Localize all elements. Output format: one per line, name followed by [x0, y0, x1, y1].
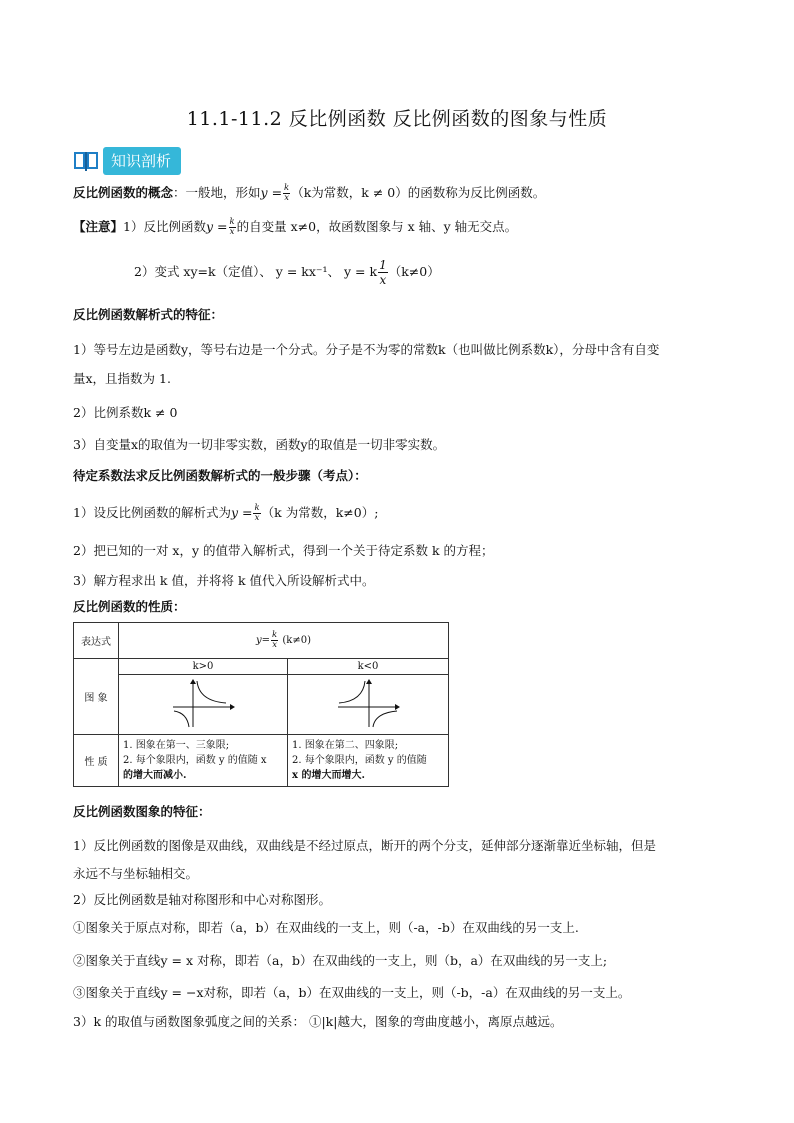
formula-fraction: $\frac{k}{x}$	[229, 217, 235, 237]
page-title: 11.1-11.2 反比例函数 反比例函数的图象与性质	[186, 108, 608, 130]
k-negative-label: k<0	[288, 659, 448, 675]
section-banner-label: 知识剖析	[103, 147, 181, 175]
expression-cell	[119, 623, 449, 659]
note-line2-end: （k≠0）	[388, 264, 440, 279]
graph-features-heading: 反比例函数图象的特征：	[73, 804, 211, 819]
property-neg-2a: 2. 每个象限内，函数 y 的值随	[292, 755, 427, 766]
property-neg-2b: x 的增大而增大.	[292, 770, 365, 781]
steps-item-1-text-b: （k 为常数，k≠0）;	[261, 505, 379, 520]
property-k-positive	[119, 735, 288, 787]
note-line2-text: 2）变式 xy=k（定值）、 y = kx⁻¹、 y = k	[134, 264, 378, 279]
formula-y: y =	[205, 219, 228, 234]
property-pos-2a: 2. 每个象限内，函数 y 的值随 x	[123, 755, 267, 766]
graph-features-c1: ①图象关于原点对称，即若（a，b）在双曲线的一支上，则（-a，-b）在双曲线的另一支上.	[73, 920, 579, 935]
formula-fraction: $\frac{k}{x}$	[272, 630, 278, 650]
formula-y: y =	[230, 505, 253, 520]
graph-features-c3: ③图象关于直线y = −x对称，即若（a，b）在双曲线的一支上，则（-b，-a）在双曲线的另一支上。	[73, 985, 631, 1000]
features-item-2: 2）比例系数k ≠ 0	[73, 405, 178, 420]
formula-fraction: $\frac{k}{x}$	[254, 503, 260, 523]
formula-fraction: $\frac{k}{x}$	[284, 183, 290, 203]
formula-y: y=	[256, 635, 271, 646]
note-line-2	[134, 258, 734, 287]
steps-heading: 待定系数法求反比例函数解析式的一般步骤（考点）：	[73, 468, 367, 483]
graph-cell-k-positive	[119, 659, 288, 735]
features-item-3: 3）自变量x的取值为一切非零实数，函数y的取值是一切非零实数。	[73, 437, 446, 452]
section-banner	[73, 147, 181, 175]
graph-features-p3: 3）k 的取值与函数图象弧度之间的关系： ①|k|越大，图象的弯曲度越小，离原点越远。	[73, 1014, 563, 1029]
note-line-1	[73, 217, 734, 237]
steps-item-2: 2）把已知的一对 x，y 的值带入解析式，得到一个关于待定系数 k 的方程；	[73, 543, 494, 558]
steps-item-1-text-a: 1）设反比例函数的解析式为	[73, 505, 231, 520]
row-label-expression: 表达式	[74, 623, 119, 659]
concept-lead: 反比例函数的概念	[73, 185, 174, 200]
properties-heading: 反比例函数的性质：	[73, 599, 186, 614]
concept-line	[73, 183, 734, 203]
formula-y: y =	[260, 185, 283, 200]
row-label-graph: 图 象	[74, 659, 119, 735]
features-heading: 反比例函数解析式的特征：	[73, 307, 224, 322]
concept-text-b: （k为常数，k ≠ 0）的函数称为反比例函数。	[291, 185, 546, 200]
note-label: 【注意】	[73, 219, 124, 234]
property-pos-2b: 的增大而减小.	[123, 770, 187, 781]
hyperbola-k-positive-graph	[168, 677, 238, 729]
property-pos-1: 1. 图象在第一、三象限;	[123, 740, 230, 751]
concept-text-a: ：一般地，形如	[173, 185, 261, 200]
expression-condition: (k≠0)	[282, 635, 311, 646]
note-text-b: 的自变量 x≠0，故函数图象与 x 轴、y 轴无交点。	[236, 219, 518, 234]
graph-features-p1b: 永远不与坐标轴相交。	[73, 866, 199, 881]
graph-features-p1a: 1）反比例函数的图像是双曲线，双曲线是不经过原点，断开的两个分支，延伸部分逐渐靠近坐标轴，但是	[73, 838, 656, 853]
graph-cell-k-negative	[288, 659, 449, 735]
properties-table	[73, 622, 449, 787]
features-item-1a: 1）等号左边是函数y，等号右边是一个分式。分子是不为零的常数k（也叫做比例系数k），分母中含有自变	[73, 342, 660, 357]
k-positive-label: k>0	[119, 659, 287, 675]
hyperbola-k-negative-graph	[333, 677, 403, 729]
formula-fraction: $\frac{1}{x}$	[379, 258, 387, 287]
steps-item-3: 3）解方程求出 k 值，并将将 k 值代入所设解析式中。	[73, 573, 375, 588]
graph-features-p2: 2）反比例函数是轴对称图形和中心对称图形。	[73, 892, 331, 907]
features-item-1b: 量x，且指数为 1.	[73, 371, 171, 386]
row-label-property: 性 质	[74, 735, 119, 787]
graph-features-c2: ②图象关于直线y = x 对称，即若（a，b）在双曲线的一支上，则（b，a）在双曲线的另一支上;	[73, 953, 608, 968]
property-neg-1: 1. 图象在第二、四象限;	[292, 740, 399, 751]
note-text-a: 1）反比例函数	[123, 219, 206, 234]
property-k-negative	[288, 735, 449, 787]
steps-item-1	[73, 503, 734, 523]
open-book-icon	[73, 149, 99, 173]
